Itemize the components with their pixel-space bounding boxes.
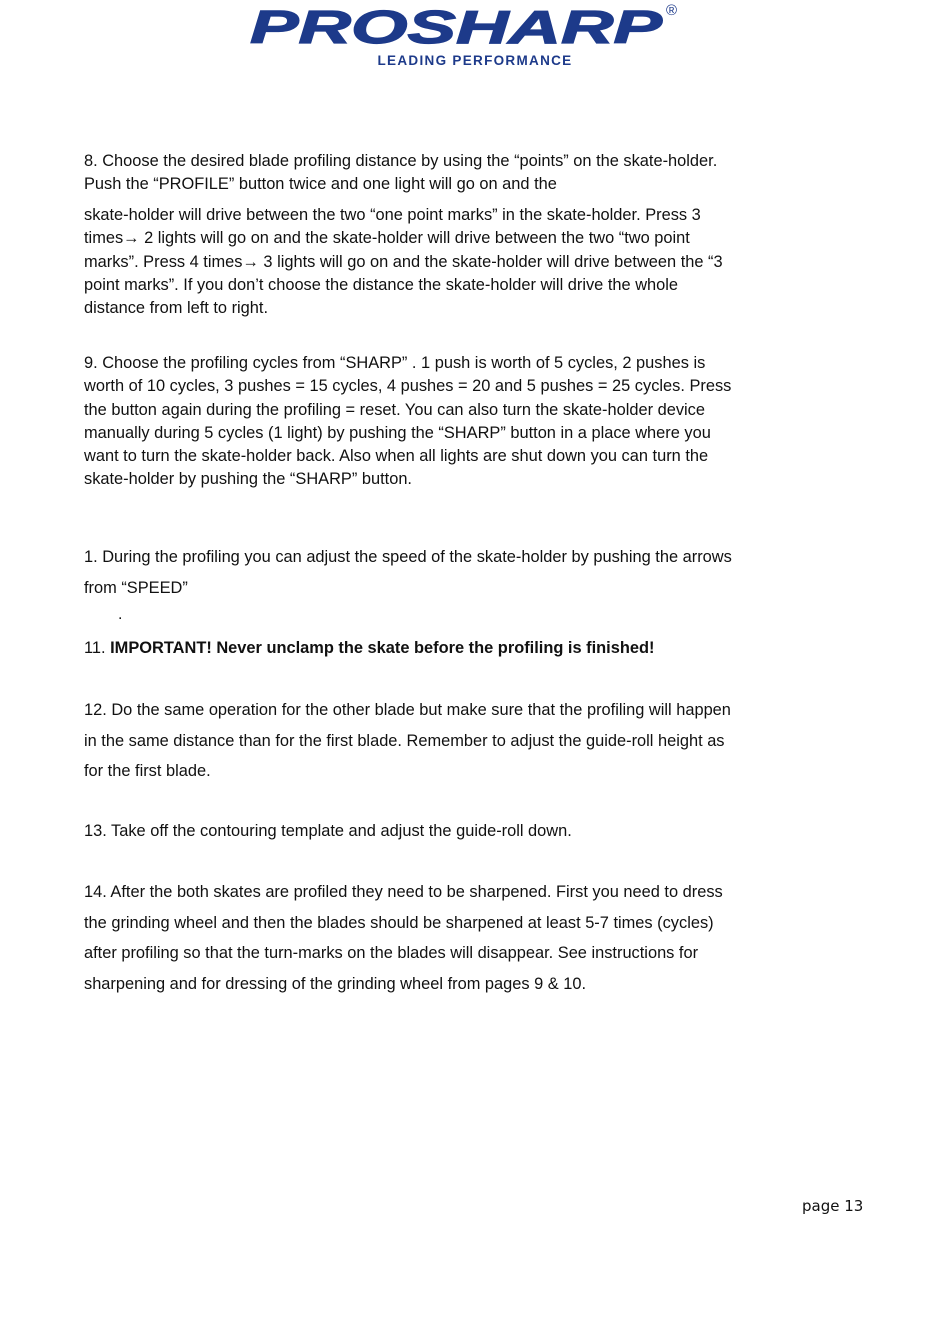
registered-mark: ® (666, 2, 678, 19)
brand-wordmark: PROSHARP (250, 3, 663, 51)
brand-tagline: LEADING PERFORMANCE (377, 53, 573, 68)
step-9: 9. Choose the profiling cycles from “SHARP” . 1 push is worth of 5 cycles, 2 pushes is worth of 10 cycles, 3 pushes = 15 cycles, 4 pushes = 20 and 5 pushes = 25 cycles. Press the button again during the profiling = reset. You can also turn the skate-holder device manually during 5 cycles (1 light) by pushing the “SHARP” button in a place where you want to turn the skate-holder back. Also when all lights are shut down you can turn the skate-holder by pushing the “SHARP” button. (84, 354, 732, 489)
step-8-details: skate-holder will drive between the two “one point marks” in the skate-holder. Press 3 times→ 2 lights will go on and the skate-holder will drive between the two “two point marks”. Press 4 times→ 3 lights will go on and the skate-holder will drive between the “3 point marks”. If you don’t choose the distance the skate-holder will drive the whole distance from left to right. (84, 206, 723, 318)
step-8-intro: 8. Choose the desired blade profiling distance by using the “points” on the skate-holder. Push the “PROFILE” button twice and one light will go on and the (84, 152, 718, 194)
step-11 (84, 633, 734, 664)
page-header (0, 0, 950, 80)
step-12: 12. Do the same operation for the other blade but make sure that the profiling will happen in the same distance than for the first blade. Remember to adjust the guide-roll height as for the first blade. (84, 701, 731, 780)
step-13: 13. Take off the contouring template and adjust the guide-roll down. (84, 822, 572, 840)
page-number: page 13 (802, 1197, 864, 1215)
prosharp-logo (248, 3, 688, 51)
step-14: 14. After the both skates are profiled they need to be sharpened. First you need to dress the grinding wheel and then the blades should be sharpened at least 5-7 times (cycles) after profiling so that the turn-marks on the blades will disappear. See instructions for sharpening and for dressing of the grinding wheel from pages 9 & 10. (84, 883, 723, 993)
step-11-number: 11. (84, 639, 111, 657)
step-11-warning: IMPORTANT! Never unclamp the skate before the profiling is finished! (110, 639, 655, 657)
step-10: 1. During the profiling you can adjust the speed of the skate-holder by pushing the arrows from “SPEED” (84, 548, 732, 597)
stray-dot: . (118, 606, 123, 623)
